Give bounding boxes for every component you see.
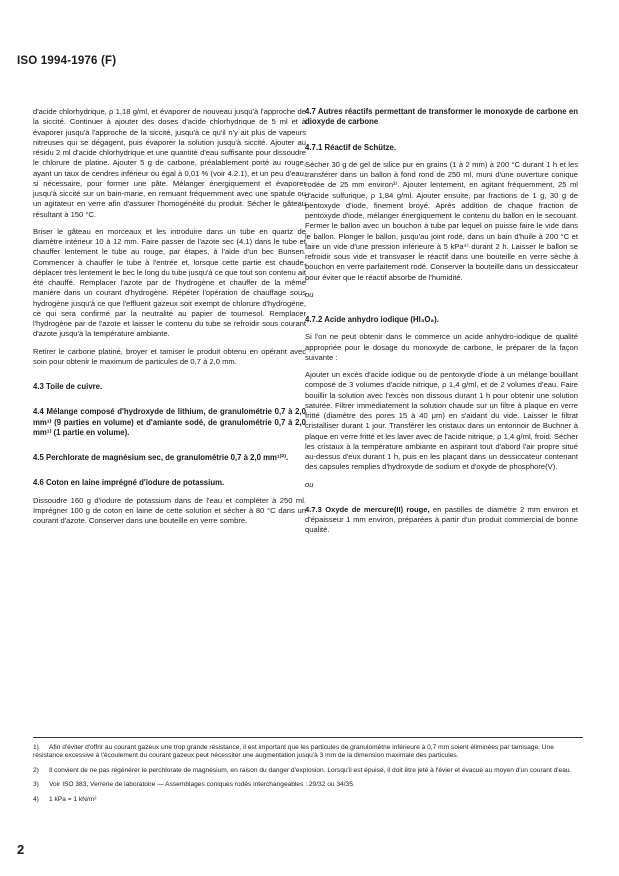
or-separator-2: ou: [305, 479, 314, 489]
paragraph-tube-heating: Briser le gâteau en morceaux et les introduire dans un tube en quartz de diamètre intérieur 10 à 12 mm. Faire passer de l'azote sec (4.1) dans le tube et chauffer lentement le tube au rouge, par étapes, à l'aide d'un bec Bunsen. Commencer à chauffer le tube à l'entrée et, lorsque cette partie est chaude, déplacer très lentement le bec le long du tube jusqu'à ce que tout son contenu ait été chauffé. Remplacer l'azote par de l'hydrogène et chauffer de la même manière dans un courant d'hydrogène. Répéter l'opération de chauffage sous hydrogène jusqu'à ce que l'effluent gazeux soit exempt de chlorure d'hydrogène, ce qui sera confirmé par la neutralité au papier de tournesol. Remplacer l'hydrogène par de l'azote et laisser le contenu du tube se refroidir sous courant d'azote jusqu'à la température ambiante.: [33, 226, 306, 339]
footnote: 4) 1 kPa = 1 kN/m²: [33, 795, 97, 803]
heading-4-7-2: 4.7.2 Acide anhydro iodique (HI₃O₈).: [305, 315, 439, 324]
footnote: 3) Voir ISO 383, Verrerie de laboratoire — Assemblages coniques rodés interchangeables : 29/32 ou 34/35.: [33, 781, 355, 789]
paragraph-4-6: Dissoudre 160 g d'iodure de potassium dans de l'eau et compléter à 250 ml. Imprégner 100 g de coton en laine de cette solution et sécher à 80 °C dans un courant d'azote. Conserver dans une bouteille en verre sombre.: [33, 495, 306, 525]
heading-4-6: 4.6 Coton en laine imprégné d'iodure de potassium.: [33, 478, 225, 488]
heading-4-5: 4.5 Perchlorate de magnésium sec, de granulométrie 0,7 à 2,0 mm¹⁾²⁾.: [33, 453, 289, 462]
document-header: ISO 1994-1976 (F): [17, 55, 117, 67]
page-number: 2: [17, 842, 25, 857]
or-separator-1: ou: [305, 289, 314, 299]
paragraph-sieving: Retirer le carbone platiné, broyer et tamiser le produit obtenu en opérant avec soin pour obtenir le maximum de particules de 0,7 à 2,0 mm.: [33, 346, 306, 366]
paragraph-4-7-3: [305, 505, 578, 536]
paragraph-4-7-2-procedure: Ajouter un excès d'acide iodique ou de pentoxyde d'iode à un mélange bouillant composé de 3 volumes d'acide nitrique, ρ 1,4 g/ml, et de 2 volumes d'eau. Faire bouillir la solution avec l'excès non dissous durant 1 h pour obtenir une solution saturée. Filtrer immédiatement la solution chaude sur un filtre à plaque en verre fritté (diamètre des pores 15 à 40 μm) en s'aidant du vide. Laisser le filtrat cristalliser durant 1 jour. Transférer les cristaux dans un entonnoir de Buchner à plaque en verre fritté et les laver avec de l'acide nitrique, ρ 1,4 g/ml, froid. Sécher les cristaux à la température ambiante en aspirant tout d'abord l'air propre situé au-dessus d'eux durant 1 h, puis en les plaçant dans un dessiccateur contenant des capsules remplies d'hydroxyde de sodium et d'oxyde de phosphore(V).: [305, 370, 578, 472]
paragraph-platinum-prep: d'acide chlorhydrique, ρ 1,18 g/ml, et évaporer de nouveau jusqu'à l'approche de la siccité. Continuer à ajouter des doses d'acide chlorhydrique de 5 ml et à évaporer jusqu'à l'approche de la siccité, jusqu'à ce qu'il n'y ait plus de vapeurs nitreuses qui se dégagent, puis évaporer la solution jusqu'à siccité. Ajouter au résidu 2 ml d'acide chlorhydrique et une quantité d'eau suffisante pour dissoudre le chlorure de platine. Ajouter 5 g de carbone, préalablement porté au rouge, ayant un taux de cendres inférieur ou égal à 0,01 % (voir 4.2.1), et un peu d'eau, si nécessaire, pour former une pâte. Mélanger énergiquement et évaporer jusqu'à siccité sur un bain-marie, en remuant fréquemment avec une spatule ou un agitateur en verre afin d'assurer l'homogénéité du produit. Sécher le gâteau résultant à 150 °C.: [33, 107, 306, 219]
footnote: 2) Il convient de ne pas régénérer le perchlorate de magnésium, en raison du danger d'explosion. Lorsqu'il est épuisé, il doit être jeté à l'évier et évacué au moyen d'un courant d'eau.: [33, 766, 572, 774]
paragraph-4-7-1: Sécher 30 g de gel de silice pur en grains (1 à 2 mm) à 200 °C durant 1 h et les transférer dans un ballon à fond rond de 250 ml, muni d'une ouverture conique rodée de 25 mm environ³⁾. Ajouter lentement, en agitant fréquemment, 25 ml d'acide sulfurique, ρ 1,84 g/ml. Ajouter ensuite, par fractions de 1 g, 30 g de pentoxyde d'iode, finement broyé. Après addition de chaque fraction de pentoxyde d'iode, mélanger énergiquement le contenu du ballon en le secouant. Fermer le ballon avec un bouchon à tube par lequel on puisse faire le vide dans le ballon. Plonger le ballon, jusqu'au joint rodé, dans un bain d'huile à 200 °C et faire un vide d'une pression inférieure à 5 kPa⁴⁾ durant 2 h. Laisser le ballon se refroidir sous vide et transvaser le réactif dans une bouteille en verre sèche à bouchon en verre parfaitement rodé. Conserver la bouteille dans un dessiccateur pour éviter que le réactif absorbe de l'humidité.: [305, 159, 578, 282]
heading-4-4: 4.4 Mélange composé d'hydroxyde de lithium, de granulométrie 0,7 à 2,0 mm¹⁾ (9 parties en volume) et d'amiante sodé, de granulométrie 0,7 à 2,0 mm¹⁾ (1 partie en volume).: [33, 407, 306, 437]
text-4-7-3: en pastilles de diamètre 2 mm environ et d'épaisseur 1 mm environ, préparées à partir d'un produit commercial de bonne qualité.: [305, 504, 578, 535]
paragraph-4-7-2-intro: Si l'on ne peut obtenir dans le commerce un acide anhydro-iodique de qualité appropriée pour le dosage du monoxyde de carbone, le préparer de la façon suivante :: [305, 332, 578, 362]
left-column: [33, 107, 306, 533]
footnote: 1) Afin d'éviter d'offrir au courant gazeux une trop grande résistance, il est important que les particules de granulométrie inférieure à 0,7 mm soient éliminées par tamisage. Une résistance excessive à l'écoulement du courant gazeux peut nécessiter une augmentation jusqu'à 3 mm de la dimension maximale des particules.: [33, 744, 554, 760]
heading-4-3: 4.3 Toile de cuivre.: [33, 382, 103, 391]
heading-4-7-1: 4.7.1 Réactif de Schütze.: [305, 142, 396, 152]
heading-4-7-3: 4.7.3 Oxyde de mercure(II) rouge,: [305, 504, 430, 514]
heading-4-7: 4.7 Autres réactifs permettant de transformer le monoxyde de carbone en dioxyde de carbone: [305, 107, 578, 127]
footnotes: [33, 737, 583, 810]
right-column: [305, 107, 578, 543]
